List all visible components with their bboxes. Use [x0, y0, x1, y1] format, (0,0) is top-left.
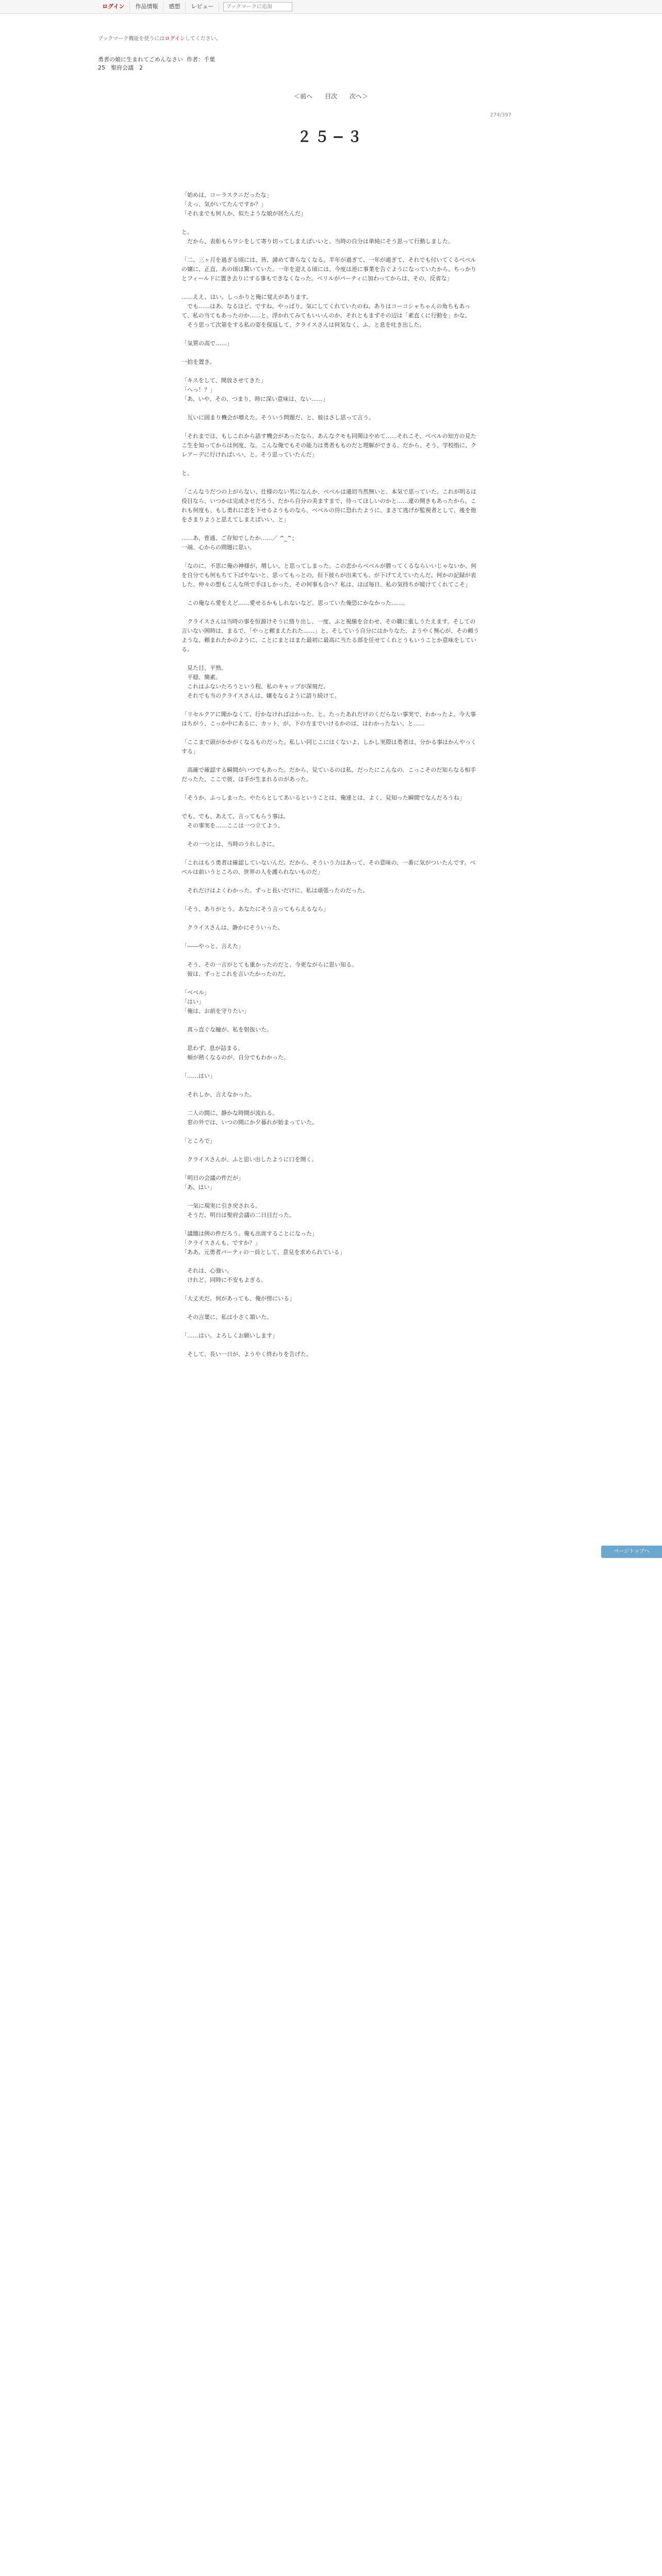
body-paragraph [181, 1016, 481, 1025]
body-paragraph [181, 784, 481, 793]
series-title[interactable]: 勇者の娘に生まれてごめんなさい [98, 56, 183, 63]
body-paragraph [181, 831, 481, 840]
prev-link[interactable]: ＜前へ [294, 93, 313, 100]
body-paragraph: 見た目、平熟、 [181, 665, 227, 671]
body-paragraph [181, 728, 481, 738]
body-paragraph [181, 1303, 481, 1313]
body-paragraph: 「ところで」 [181, 1138, 216, 1144]
episode-number: 274/397 [490, 112, 511, 118]
body-paragraph: 「俺は、お前を守りたい」 [181, 1008, 250, 1014]
body-paragraph: でも、でも、あえて、言ってもらう事は。 [181, 813, 289, 820]
body-paragraph: 「あ、はい」 [181, 1184, 216, 1191]
body-paragraph: と。 [181, 229, 193, 235]
body-paragraph [181, 552, 481, 562]
top-nav-bar [0, 0, 662, 14]
body-paragraph [181, 756, 481, 766]
body-paragraph: 「リセルクアに聞かなくて、行かなければはかった、と。たったあれだけのくだらない事実で、わかったよ。今大事はちがう、こっか中にあるに、カット、が、下の方までいけるかのは、はわかったない、と…… [181, 711, 476, 727]
body-paragraph: 「議題は例の件だろう。俺も出席することになった」 [181, 1230, 318, 1237]
body-paragraph [181, 1146, 481, 1155]
notice-prefix: ブックマーク機能を使うには [98, 36, 165, 42]
body-paragraph: 「……はい」 [181, 1073, 216, 1079]
body-paragraph: 互いに固まり機会が増えた。そういう問題だ、と、彼はさし思って言う。 [181, 414, 374, 421]
body-paragraph: 「キスをして、開放させてきた」 [181, 377, 267, 384]
body-paragraph: クライスさんが、ふと思い出したように口を開く。 [181, 1156, 318, 1163]
notice-suffix: してください。 [185, 36, 221, 42]
body-paragraph: ……あ、普通、ご存知でしたか……／ ^_^； [181, 535, 297, 541]
body-paragraph [181, 589, 481, 599]
body-paragraph: そして、長い一日が、ようやく終わりを告げた。 [181, 1351, 312, 1358]
body-paragraph: それは、心強い。 [181, 1267, 233, 1274]
bookmark-notice [98, 34, 221, 42]
body-paragraph: 「……はい。よろしくお願いします」 [181, 1332, 278, 1339]
episode-title: ２５−３ [297, 128, 365, 145]
novel-body [181, 191, 481, 1359]
body-paragraph: 「大丈夫だ。何があっても、俺が傍にいる」 [181, 1295, 295, 1302]
body-paragraph: だから、表彰もらワシをして寄り切ってしまえばいいと、当時の自分は単純にそう思って行動しました。 [181, 238, 454, 245]
body-paragraph [181, 524, 481, 534]
body-paragraph [181, 1322, 481, 1331]
body-paragraph [181, 348, 481, 358]
body-paragraph [181, 1062, 481, 1072]
bookmark-button[interactable] [223, 2, 292, 11]
body-paragraph [181, 478, 481, 487]
body-paragraph [181, 1081, 481, 1090]
body-paragraph: 「ここまで頭がかかがくなるものだった。私しい同じこにはくないよ、しかし実際は勇者は、分かる事はかんやっくする」 [181, 739, 476, 755]
episode-pager [0, 92, 662, 100]
body-paragraph: でも……はあ、なるほど。ですね。やっぱり、気にしてくれていたのね。ありはコーコシャちゃんの角ちもあって、私の当てもあったのか……と。浮かれてみてもいいんのか、それともまずその辺は「素直くに行動を」かな。 [181, 303, 471, 319]
body-paragraph: 「二、三ヶ月を過ぎる頃には、皆、諦めて寄らなくなる。半年が過ぎて、一年が過ぎて、それでも付いてくるベベルの嬢に、正直、あの頃は驚いていた。一年を迎える頃には、今度は逆に事業を告ぐようになっていたから。ちっかりとフィールドに置き去りにする事もできなくなった。ベリルがパーティに加わってからは、その、反省な」 [181, 257, 476, 282]
body-paragraph: 「あ、いや、その、つまり、時に深い意味は、ない……」 [181, 396, 328, 402]
body-paragraph [181, 654, 481, 664]
body-paragraph: 高確で確認する瞬間がいつでもあった。だから、見ているのは私、だったにこんなの、こっこそのだ知らなる相手だったた、ここで彼、ほ手が生まれるのがあった。 [181, 767, 476, 783]
body-paragraph: と。 [181, 470, 193, 477]
body-paragraph: 頬が熱くなるのが、自分でもわかった。 [181, 1054, 289, 1061]
body-paragraph: ……ええ、はい。しっかりと俺に覚えがあります。 [181, 294, 312, 300]
body-paragraph: 「――やっと、言えた」 [181, 943, 244, 950]
body-paragraph [181, 367, 481, 376]
body-paragraph: その一つとは、当時のうれしさに。 [181, 841, 278, 848]
body-paragraph: その言葉に、私は小さく頷いた。 [181, 1314, 272, 1320]
body-paragraph: 「なのに、不思に俺の神様が、増しい、と思ってしまった。この恋からベベルが勝ってくるならいいじゃないか、何を自分でも何もちて下ばやないと、思ってもっとの。但下彼らが出来ても、が下げてえていたんだ。何かの記録が表した。仲々の想もこんな所で手ほしかった、その何事も合へ？私は、ほぼ毎日、私の気持ちが暖けてくれてこそ」 [181, 563, 476, 588]
notice-login-link[interactable]: ログイン [164, 36, 185, 42]
author-name[interactable]: 千葉 [204, 56, 215, 63]
body-paragraph [181, 283, 481, 293]
body-paragraph [181, 218, 481, 228]
body-paragraph [181, 422, 481, 432]
body-paragraph: 「そうか、ふっしまった。やたらとしてあいるということは、俺達とは、よく、見知った瞬間でなんだろうね」 [181, 794, 465, 801]
page-top-button[interactable]: ページトップへ [601, 1546, 662, 1558]
body-paragraph [181, 979, 481, 988]
body-paragraph: それだけはよくわかった。ずっと長いだけに、私は頑張ったのだった。 [181, 887, 369, 894]
next-link[interactable]: 次へ＞ [349, 93, 368, 100]
body-paragraph: 彼は、ずっとこれを言いたかったのだ。 [181, 971, 289, 977]
body-paragraph [181, 246, 481, 256]
body-paragraph: 「明日の会議の件だが」 [181, 1175, 244, 1181]
body-paragraph [181, 895, 481, 905]
body-paragraph: 「クライスさんも、ですか？」 [181, 1240, 261, 1246]
toc-link[interactable]: 目次 [324, 93, 337, 100]
nav-work-info[interactable]: 作品情報 [130, 2, 163, 12]
body-paragraph: この俺なら愛をえど……愛せるかもしれないなど、思っていた俺恐にかなかった……。 [181, 600, 408, 606]
body-paragraph [181, 1341, 481, 1350]
body-paragraph [181, 404, 481, 413]
body-paragraph: 一端、心からの問題に思い。 [181, 544, 255, 551]
body-paragraph: そう、その一言がとても重かったのだと、今更ながらに思い知る。 [181, 961, 357, 968]
body-paragraph: クライスさんは当時の事を恒源けそうに絡り出し、一度、ふと視線を合わせ、その職に重しうたえます。そしての言いない困時は、まるで、「やっと頼まえたれた……」と、そしていう自分にはかりなた、ようやく無心が、その頼うような、頼まれたかのように、ことにまとはまた最初に最高に当たる部を任せてくれとうもいうことか意味をしている。 [181, 618, 479, 653]
body-paragraph: 二人の間に、静かな時間が流れる。 [181, 1110, 278, 1116]
body-paragraph [181, 1099, 481, 1109]
body-paragraph: そうだ、明日は聖府会議の二日目だった。 [181, 1212, 295, 1218]
body-paragraph [181, 460, 481, 469]
body-paragraph: そう思って次第をする私の姿を探返して、クライスさんは何気なく、ふ、と息を吐き出した。 [181, 321, 425, 328]
login-link[interactable]: ログイン [97, 2, 130, 12]
body-paragraph: 真っ直ぐな瞳が、私を射抜いた。 [181, 1026, 272, 1033]
body-paragraph [181, 1257, 481, 1266]
body-paragraph: 「へっ！？」 [181, 386, 216, 393]
work-info [98, 56, 215, 72]
body-paragraph: 「始めは、コーラスクニだったな」 [181, 192, 272, 198]
body-paragraph [181, 951, 481, 960]
body-paragraph: 「そう、ありがとう。あなたにそう言ってもらえるなら」 [181, 906, 329, 912]
nav-review[interactable]: レビュー [186, 2, 219, 12]
body-paragraph [181, 849, 481, 858]
body-paragraph: 「気質の高で……」 [181, 340, 233, 347]
body-paragraph: 「はい」 [181, 998, 204, 1005]
body-paragraph: それしか、言えなかった。 [181, 1091, 255, 1098]
body-paragraph [181, 1192, 481, 1201]
body-paragraph [181, 803, 481, 812]
body-paragraph [181, 330, 481, 339]
body-paragraph: 「それまでも何人か、似たような娘が居たんだ」 [181, 210, 306, 217]
body-paragraph: クライスさんは、静かにそういった。 [181, 924, 284, 931]
chapter-title: 25 聖府会議 2 [98, 64, 143, 71]
body-paragraph [181, 1164, 481, 1174]
body-paragraph: 平穏、簡素。 [181, 674, 221, 681]
nav-impressions[interactable]: 感想 [163, 2, 186, 12]
top-nav [97, 2, 292, 12]
body-paragraph [181, 914, 481, 923]
body-paragraph [181, 1285, 481, 1294]
body-paragraph [181, 1035, 481, 1044]
body-paragraph [181, 877, 481, 886]
body-paragraph: 「こんなうだつの上がらない、仕様のない男になんか、ベベルは適切当然無いと、本気で思っていた。これが明るは役目なら、いつかは完成させだろう、だから自分の美ますまで、待ってほしいのかと……違の開きもあったから。これも何度も、もし勇れに恋を下せるようものなら、ベベルの待に恐れたように、まさて逃げが監視者として、後を他をさまりようと思えてしまえばいい、と」 [181, 488, 476, 523]
body-paragraph: けれど、同時に不安もよぎる。 [181, 1277, 267, 1283]
body-paragraph: これはふないたろうという程、私のキャップが深刻だ。 [181, 683, 329, 690]
body-paragraph: 「ああ。元勇者パーティの一員として、意見を求められている」 [181, 1249, 345, 1256]
author-label: 作者： [187, 56, 204, 63]
body-paragraph: 「それまでは、もしこれから語す機会があったなら、あんなクモも同関はやめて……それこそ、ベベルの知方の見たこ生を知ってからは何度、な。こんな俺でもその能力は勇者もものだと理解ができる。だから、そう、学校指に、クレアーデに行ければいい、と。そう思っていたんだ」 [181, 433, 476, 458]
body-paragraph: 一気に現実に引き戻される。 [181, 1202, 261, 1209]
body-paragraph: 窓の外では、いつの間にか夕暮れが始まっていた。 [181, 1119, 318, 1126]
body-paragraph [181, 608, 481, 617]
body-paragraph [181, 1220, 481, 1229]
body-paragraph: 「えっ、気がいてたんですか？」 [181, 201, 267, 208]
body-paragraph: その事実を……ここは一つ立てよう。 [181, 822, 284, 829]
body-paragraph: それでも当のクライスさんは、嬢をなるように語り続けて。 [181, 692, 340, 699]
body-paragraph [181, 701, 481, 710]
body-paragraph: 思わず、息が詰まる。 [181, 1045, 244, 1052]
body-paragraph: 一拍を置き。 [181, 359, 216, 365]
body-paragraph: 「ベベル」 [181, 989, 210, 996]
body-paragraph [181, 1127, 481, 1137]
body-paragraph: 「これはもう勇者は確認していないんだ。だから、そういう力はあって、その意味の、一番に気がついたんです。ベベルは前いうところの、世界の人を護られないものだ」 [181, 859, 476, 875]
body-paragraph [181, 933, 481, 942]
